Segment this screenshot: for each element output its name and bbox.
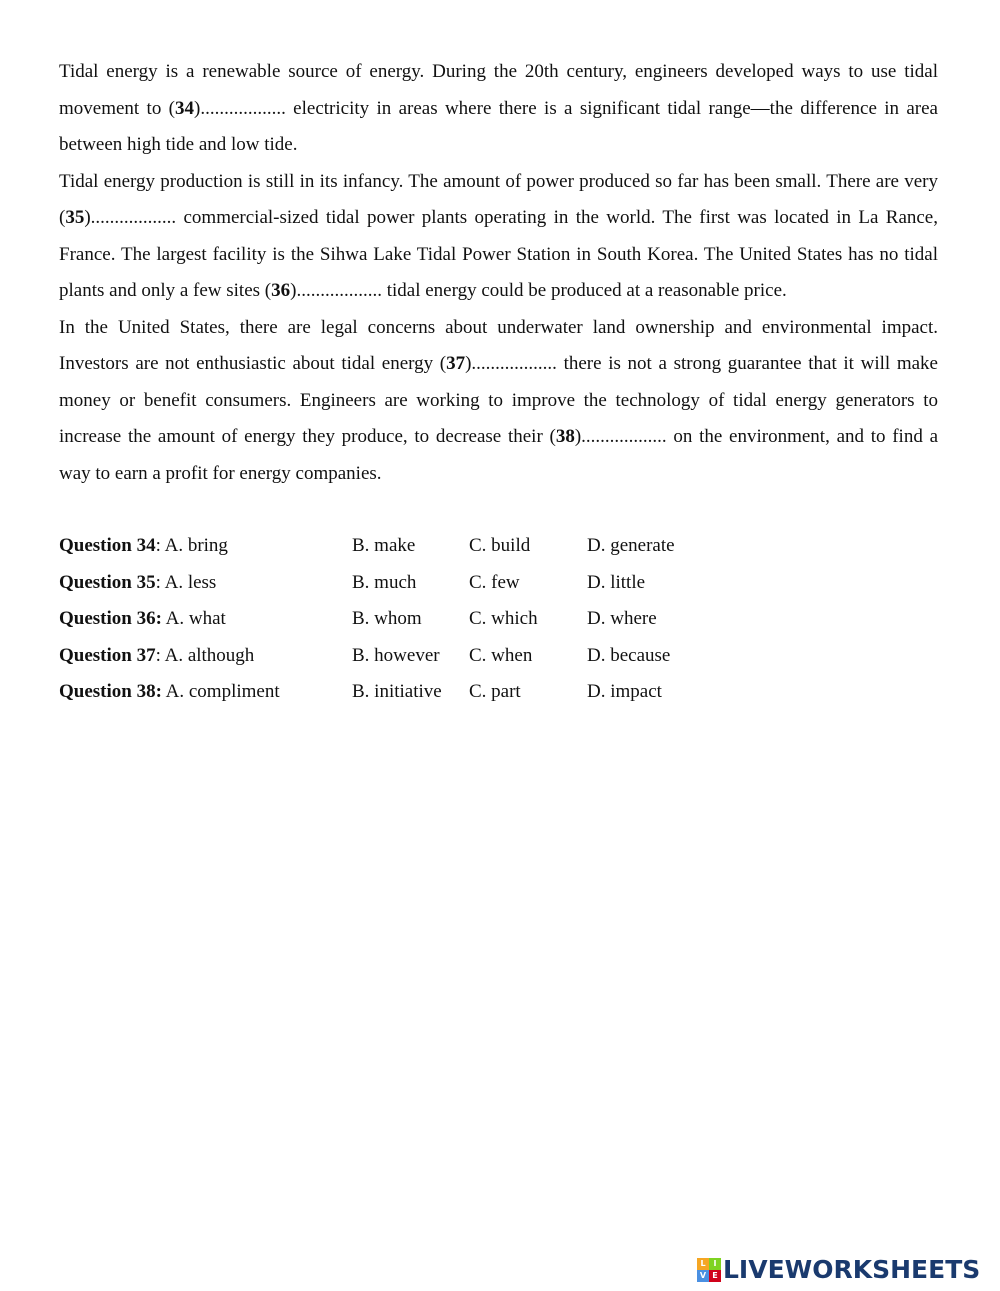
liveworksheets-icon: L I V E: [697, 1258, 721, 1282]
question-label: Question 38:: [59, 681, 162, 702]
paragraph-2: Tidal energy production is still in its infancy. The amount of power produced so far has been small. There are very (35).................. commercial-sized tidal power plants operating in the world. The first was located in La Rance, France. The largest facility is the Sihwa Lake Tidal Power Station in South Korea. The United States has no tidal plants and only a few sites (36).................. tidal energy could be produced at a reasonable price.: [59, 170, 938, 301]
option-a: A. what: [165, 608, 226, 629]
option-d: D. impact: [587, 681, 662, 702]
question-row-36: [59, 601, 938, 638]
option-d: D. because: [587, 644, 671, 666]
option-d: D. where: [587, 608, 657, 629]
option-c: C. build: [469, 535, 531, 556]
option-d: D. little: [587, 571, 646, 593]
brand-text: LIVEWORKSHEETS: [723, 1255, 981, 1284]
blank-number-35: 35: [65, 207, 85, 228]
question-label: Question 35: [59, 571, 156, 593]
option-a: A. although: [164, 644, 255, 666]
question-row-35: Question 35: A. less B. much C. few D. little: [59, 565, 938, 602]
liveworksheets-logo: [697, 1255, 980, 1285]
blank-number-37: 37: [446, 353, 466, 374]
option-b: B. initiative: [352, 681, 442, 702]
option-b: B. whom: [352, 608, 422, 629]
option-c: C. when: [469, 644, 533, 666]
question-label: Question 36:: [59, 608, 162, 629]
option-c: C. which: [469, 608, 538, 629]
paragraph-1: Tidal energy is a renewable source of energy. During the 20th century, engineers developed ways to use tidal movement to (34).................. electricity in areas where there is a significant tidal range—the difference in area between high tide and low tide.: [59, 61, 938, 155]
reading-passage: [59, 54, 938, 492]
option-a: A. bring: [164, 535, 228, 556]
question-row-34: Question 34: A. bring B. make C. build D. generate: [59, 528, 938, 565]
option-b: B. however: [352, 644, 440, 666]
option-a: A. compliment: [165, 681, 280, 702]
option-a: A. less: [164, 571, 217, 593]
question-list: [59, 528, 938, 711]
blank-number-38: 38: [555, 426, 575, 447]
option-c: C. part: [469, 681, 521, 702]
question-label: Question 34: [59, 535, 156, 556]
blank-number-36: 36: [271, 280, 291, 301]
question-row-37: Question 37: A. although B. however C. when D. because: [59, 638, 938, 675]
blank-number-34: 34: [175, 97, 194, 119]
option-b: B. much: [352, 571, 417, 593]
question-label: Question 37: [59, 644, 156, 666]
option-d: D. generate: [587, 535, 675, 556]
question-row-38: [59, 674, 938, 711]
option-b: B. make: [352, 535, 416, 556]
paragraph-3: In the United States, there are legal concerns about underwater land ownership and environmental impact. Investors are not enthusiastic about tidal energy (37).................. there is not a strong guarantee that it will make money or benefit consumers. Engineers are working to improve the technology of tidal energy generators to increase the amount of energy they produce, to decrease their (38).................. on the environment, and to find a way to earn a profit for energy companies.: [59, 316, 938, 484]
option-c: C. few: [469, 571, 520, 593]
